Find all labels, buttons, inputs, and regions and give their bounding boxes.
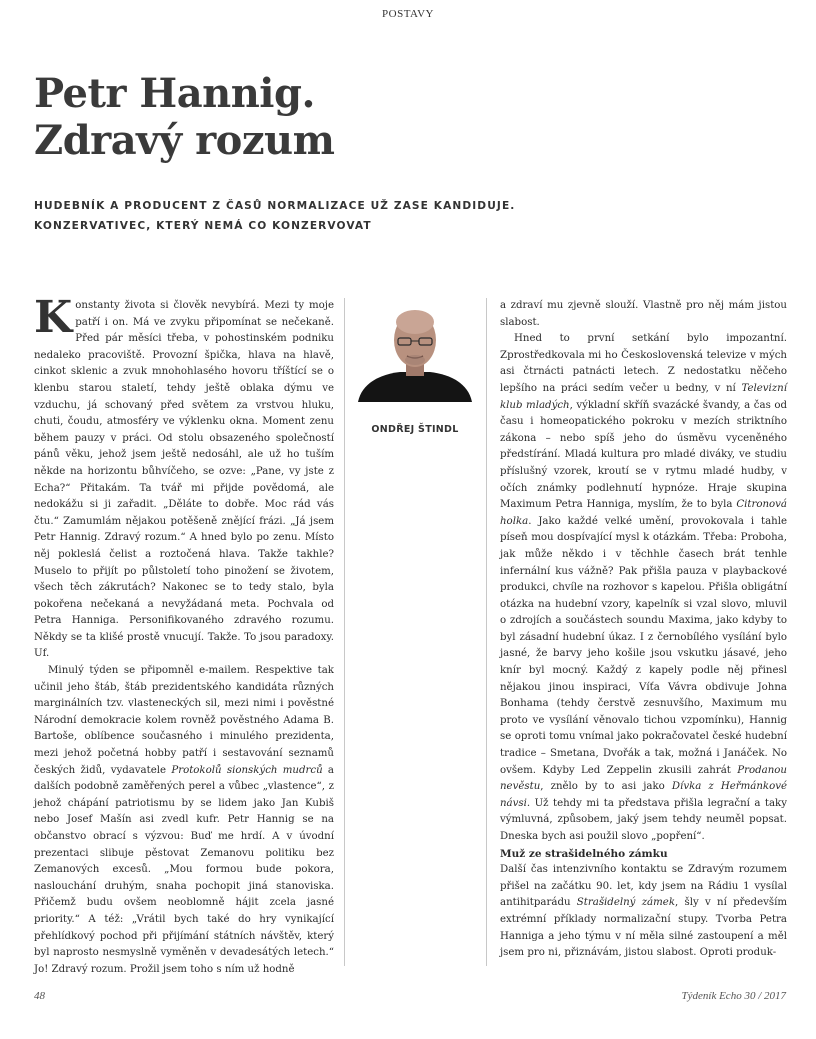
page-number: 48 bbox=[34, 990, 45, 1002]
deck-line-1: HUDEBNÍK A PRODUCENT Z ČASŮ NORMALIZACE UŽ ZASE KANDIDUJE. bbox=[34, 200, 516, 212]
paragraph-2-text-a: Minulý týden se připomněl e-mailem. Respektive tak učinil jeho štáb, štáb prezidentského kandidáta různých marginálních tzv. vlasteneckých sil, mezi nimi i pověstné Národní demokracie kolem rovněž pověstného Adama B. Bartoše, oblíbence současného i minulého prezidenta, mezi jehož početná hobby patří i sestavování seznamů českých židů, vydavatele bbox=[34, 665, 334, 776]
author-name: ONDŘEJ ŠTINDL bbox=[371, 424, 459, 435]
paragraph-4-text-d: , znělo by to asi jako bbox=[540, 781, 672, 793]
section-label: POSTAVY bbox=[382, 8, 434, 20]
paragraph-2-text-b: a dalších podobně zaměřených perel a vůbec „vlastence“, z jehož chápání patriotismu by se lidem jako Jan Kubiš nebo Josef Mašín asi zvedl kufr. Petr Hannig se na občanstvo obrací s výzvou: Buď me hrdí. A v úvodní prezentaci slibuje pěstovat Zemanovu politiku bez Zemanových excesů. „Mou formou bude pokora, naslouchání druhým, snaha pochopit jiná stanoviska. Přičemž budu ovšem neoblomně hájit zcela jasné priority.“ A též: „Vrátil bych také do hry vynikající přehlídkový pochod při přijímání státních návštěv, který byl naprosto nesmyslně vyměněn v devadesátých letech.“ Jo! Zdravý rozum. Prožil jsem toho s ním už hodně bbox=[34, 764, 335, 975]
paragraph-5 bbox=[500, 862, 787, 962]
article-column-right bbox=[500, 298, 787, 962]
paragraph-4-title-4: Dívka z Heřmánkové návsi bbox=[500, 781, 787, 809]
article-column-left bbox=[34, 292, 335, 978]
headline-line-1: Petr Hannig. bbox=[34, 70, 315, 117]
paragraph-5-text-b: , šly v ní především extrémní příklady normalizační stupy. Tvorba Petra Hanniga a jeho týmu v ní měla silné zastoupení a měl jsem pro ni, přiznávám, jistou slabost. Oproti produk- bbox=[500, 897, 787, 959]
paragraph-5-text-a: Další čas intenzivního kontaktu se Zdravým rozumem přišel na začátku 90. let, kdy jsem na Rádiu 1 vysílal antihitparádu bbox=[500, 864, 787, 909]
paragraph-2 bbox=[34, 663, 334, 978]
headline-line-2: Zdravý rozum bbox=[34, 117, 335, 164]
author-photo bbox=[356, 300, 474, 402]
paragraph-4-title-3: Prodanou nevěstu bbox=[500, 764, 787, 793]
column-divider-right bbox=[486, 298, 487, 966]
column-divider-left bbox=[344, 298, 345, 966]
paragraph-4-text-b: , výkladní skříň svazácké švandy, a čas od času i homeopatického pokroku v mezích striktního zákona – nebo spíš jeho do úsměvu vyceněného předstírání. Mladá kultura pro mladé diváky, ve studiu příslušný vzorek, kroutí se v rytmu mladé hudby, v očích známky podlehnutí hypnóze. Hraje skupina Maximum Petra Hanniga, myslím, že to byla bbox=[500, 399, 787, 511]
headline bbox=[34, 70, 334, 164]
author-box bbox=[352, 300, 478, 435]
deck bbox=[34, 196, 774, 236]
paragraph-4-title-2: Citronová holka bbox=[500, 499, 787, 527]
paragraph-1 bbox=[34, 292, 334, 663]
paragraph-2-title: Protokolů sionských mudrců bbox=[171, 764, 323, 776]
paragraph-4-text-a: Hned to první setkání bylo impozantní. Zprostředkovala mi ho Československá televize v mých asi čtrnácti patnácti letech. Z nedostatku něčeho lepšího na práci sedím večer u bedny, v ní bbox=[500, 333, 787, 394]
deck-line-2: KONZERVATIVEC, KTERÝ NEMÁ CO KONZERVOVAT bbox=[34, 220, 372, 232]
paragraph-4-title-1: Televizní klub mladých bbox=[500, 382, 787, 411]
dropcap: K bbox=[34, 292, 73, 343]
paragraph-4-text-e: . Už tehdy mi ta představa přišla legrační a taky výmluvná, způsobem, jaký jsem tehdy neuměl popsat. Dneska bych asi použil slovo „popření“. bbox=[500, 797, 787, 842]
magazine-issue: Týdeník Echo 30 / 2017 bbox=[681, 990, 786, 1002]
paragraph-1-text: onstanty života si člověk nevybírá. Mezi ty moje patří i on. Má ve zvyku připomínat se nečekaně. Před pár měsíci třeba, v pohostinském podniku nedaleko pracoviště. Provozní špička, hlava na hlavě, cinkot sklenic a zvuk mnohohlasého hovoru tříštící se o klenbu starou staletí, tehdy ještě oblaka dýmu ve vzduchu, já schovaný před světem za vrstvou hluku, chuti, čoudu, atmosféry ve výklenku okna. Moment zenu během pauzy v práci. Od stolu obsazeného společností pánů věku, jehož jsem ještě nedosáhl, ale už ho tuším někde na horizontu bůhvíčeho, se ozve: „Pane, vy jste z Echa?“ Přitakám. Ta tvář mi přijde povědomá, ale nedokážu si ji zařadit. „Děláte to dobře. Moc rád vás čtu.“ Zamumlám nějakou potěšeně znějící frázi. „Já jsem Petr Hannig. Zdravý rozum.“ A hned bylo po zenu. Místo něj pokleslá čelist a roztočená hlava. Takže takhle? Muselo to přijít po půlstoletí toho pinožení se životem, všech těch zákrutách? Nakonec se to tedy stalo, byla pokořena nečekaná a nevyžádaná meta. Pochvala od Petra Hanniga. Personifikovaného zdravého rozumu. Někdy se ta klišé prostě vnucují. Takže. To jsou paradoxy. Uf. bbox=[34, 300, 334, 660]
paragraph-4-text-c: . Jako každé velké umění, provokovala i tahle píseň mou dospívající mysl k otázkám. Třeba: Proboha, jak může někdo i v těchhle časech brát tenhle infernální kus vážně? Pak přišla pauza v playbackové produkci, chvíle na rozhovor s kapelou. Přišla obligátní otázka na hudební vzory, kapelník si vzal slovo, mluvil o zdrojích a součástech soundu Maxima, jako kdyby to byl zásadní hudební úkaz. I z černobílého vysílání bylo jasné, že barvy jeho košile jsou vskutku jásavé, jeho knír byl mocný. Každý z kapely podle něj přinesl nějakou jinou inspiraci, Víťa Vávra obdivuje Johna Bonhama (tehdy čerstvě zesnuvšího, Maximum mu proto ve vysílání věnovalo tichou vzpomínku), Hannig se oproti tomu vnímal jako pokračovatel české hudební tradice – Smetana, Dvořák a tak, možná i Janáček. No ovšem. Kdyby Led Zeppelin zkusili zahrát bbox=[500, 515, 787, 776]
paragraph-3: a zdraví mu zjevně slouží. Vlastně pro něj mám jistou slabost. bbox=[500, 300, 787, 328]
subheading: Muž ze strašidelného zámku bbox=[500, 847, 668, 860]
paragraph-5-title: Strašidelný zámek bbox=[576, 897, 675, 909]
paragraph-4 bbox=[500, 331, 787, 845]
